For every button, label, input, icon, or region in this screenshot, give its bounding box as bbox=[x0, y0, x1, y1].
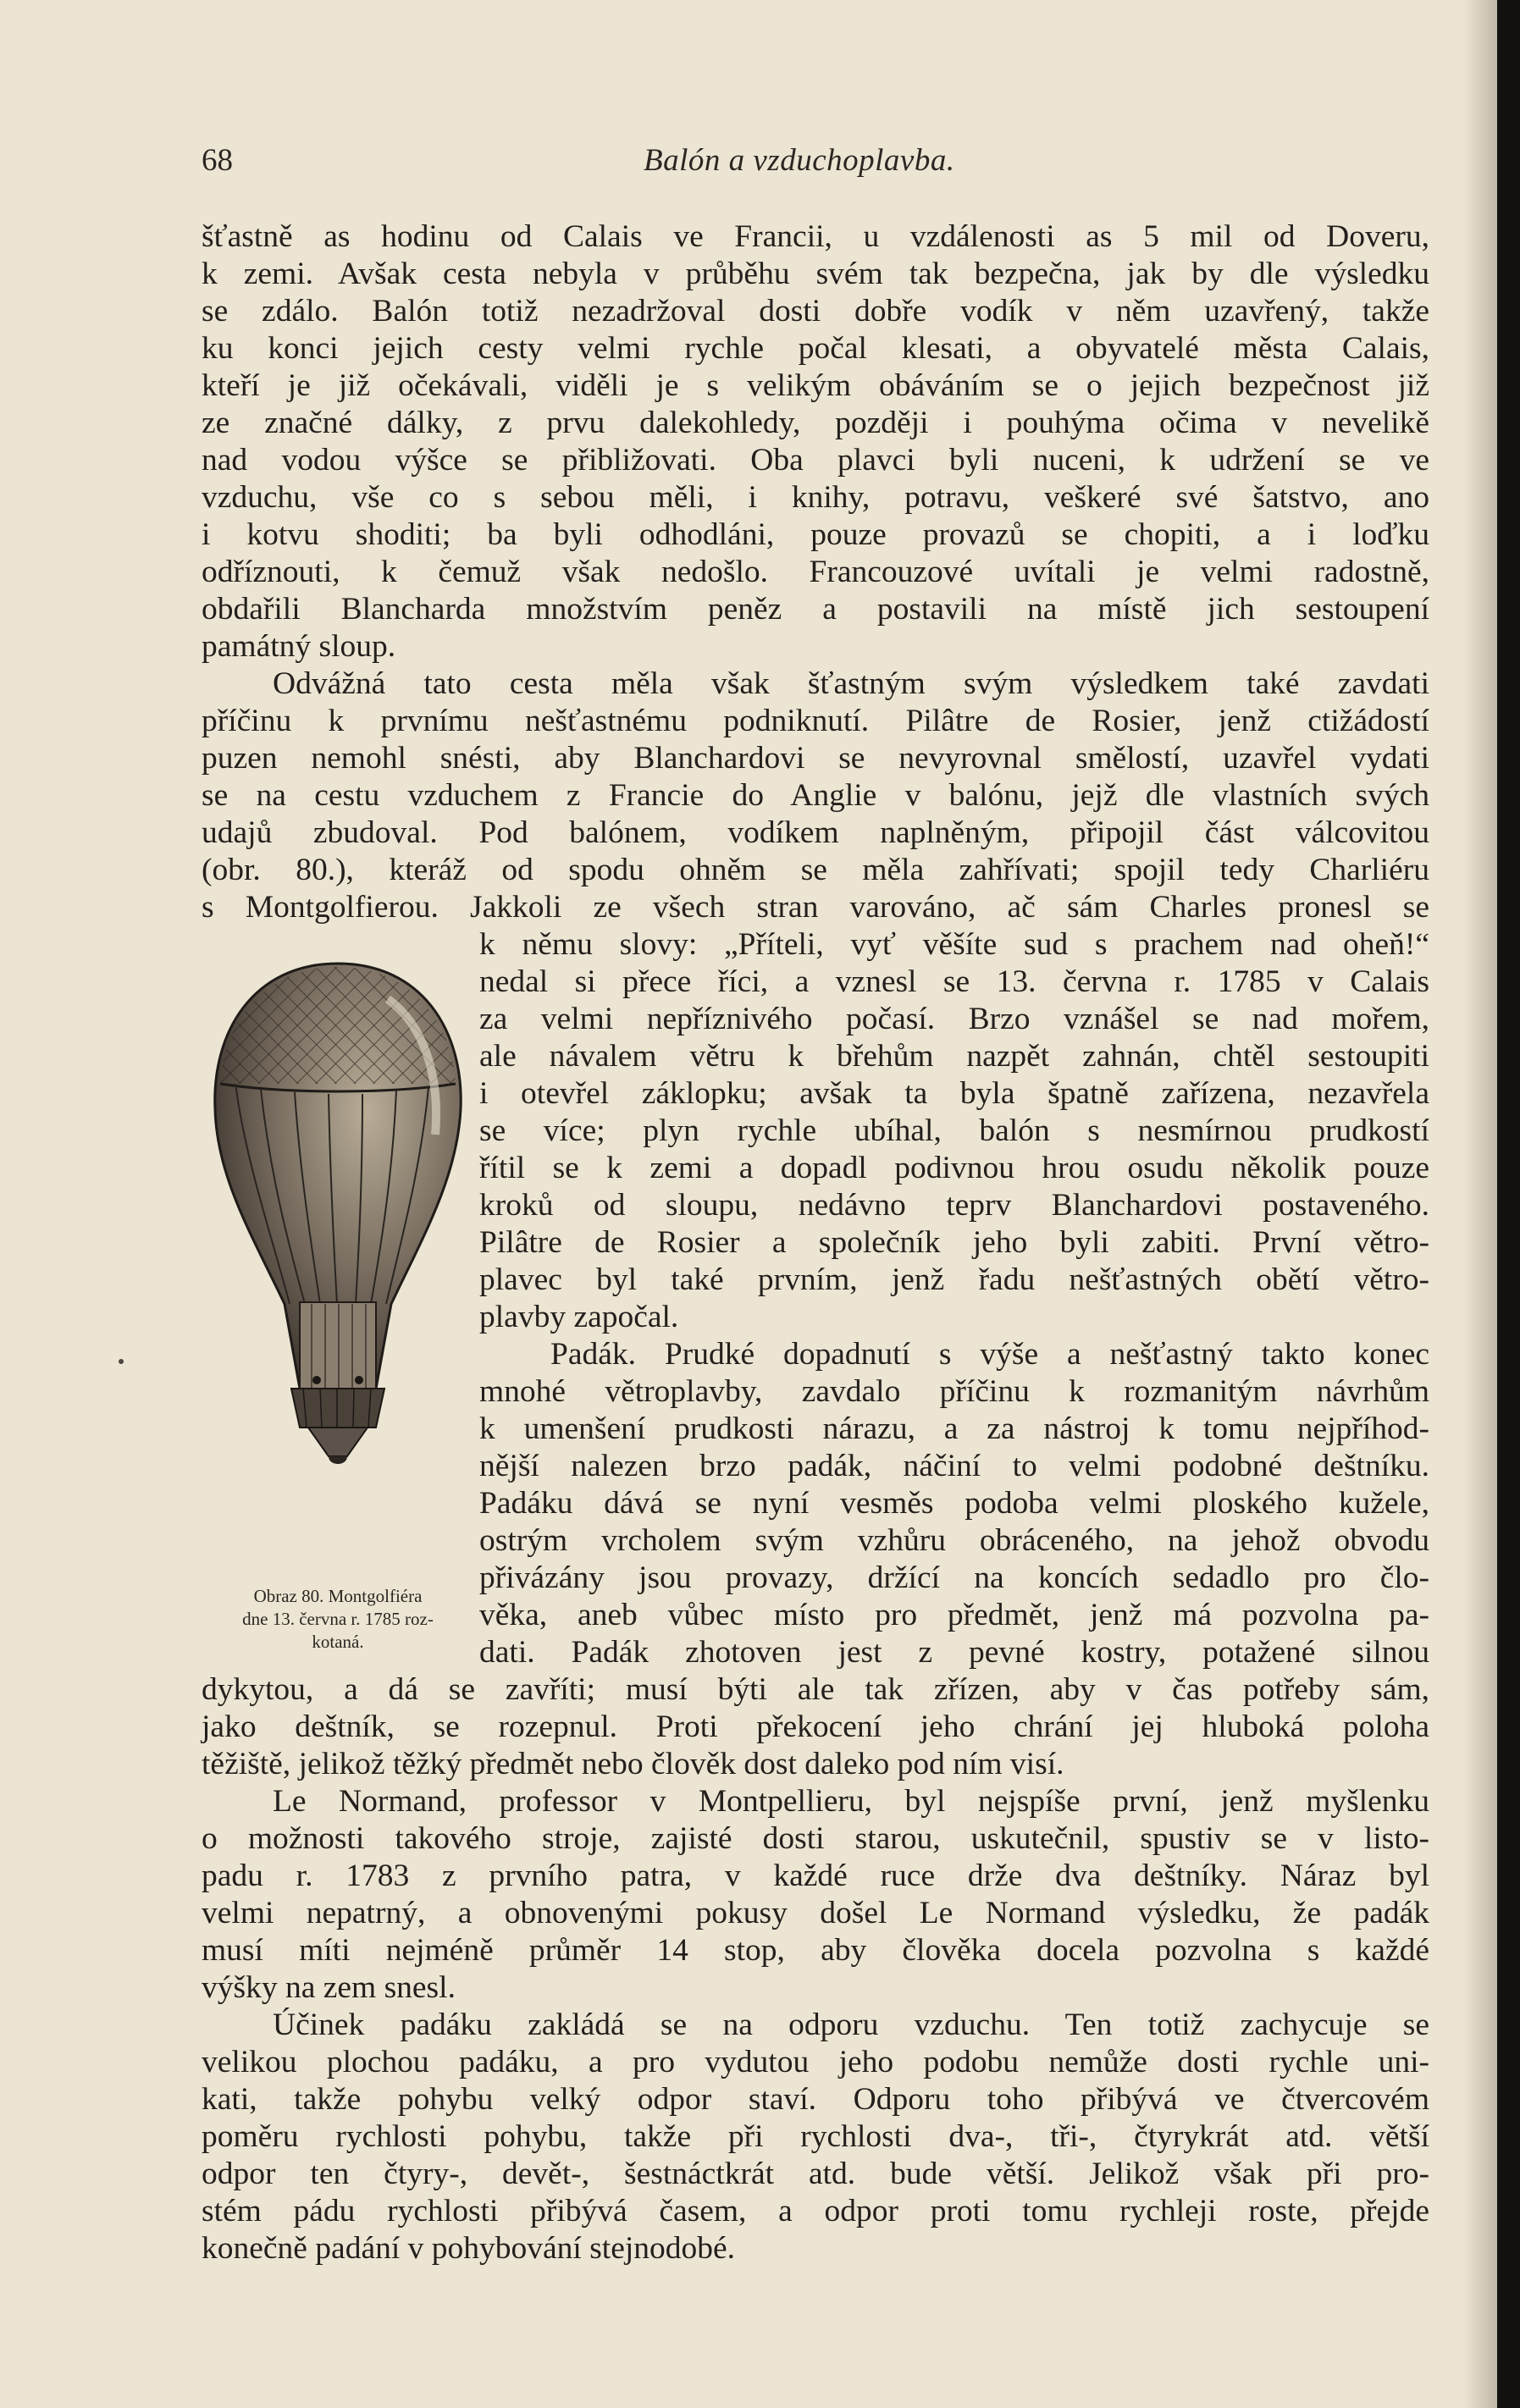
text-line: nější nalezen brzo padák, náčiní to velmi podobné deštníku. bbox=[479, 1449, 1429, 1483]
figure-caption-line: dne 13. června r. 1785 roz- bbox=[242, 1609, 434, 1629]
text-line: Účinek padáku zakládá se na odporu vzduchu. Ten totiž zachycuje se bbox=[273, 2008, 1429, 2042]
text-line: odříznouti, k čemuž však nedošlo. Francouzové uvítali je velmi radostně, bbox=[202, 555, 1429, 589]
text-line: odpor ten čtyry-, devět-, šestnáctkrát atd. bude větší. Jelikož však při pro- bbox=[202, 2157, 1429, 2191]
text-line: kteří je již očekávali, viděli je s velikým obáváním se o jejich bezpečnost již bbox=[202, 368, 1429, 403]
figure-caption-line: kotaná. bbox=[312, 1632, 364, 1652]
text-line: (obr. 80.), kteráž od spodu ohněm se měla zahřívati; spojil tedy Charliéru bbox=[202, 853, 1429, 887]
text-line: o možnosti takového stroje, zajisté dosti starou, uskutečnil, spustiv se v listo- bbox=[202, 1821, 1429, 1856]
text-line: památný sloup. bbox=[202, 629, 396, 664]
running-head: Balón a vzduchoplavba. bbox=[644, 143, 955, 178]
text-line: dykytou, a dá se zavříti; musí býti ale tak zřízen, aby v čas potřeby sám, bbox=[202, 1672, 1429, 1707]
page-number: 68 bbox=[202, 143, 233, 178]
text-line: kati, takže pohybu velký odpor staví. Odporu toho přibývá ve čtvercovém bbox=[202, 2082, 1429, 2117]
text-line: se více; plyn rychle ubíhal, balón s nesmírnou prudkostí bbox=[479, 1113, 1429, 1148]
text-line: za velmi nepříznivého počasí. Brzo vznášel se nad mořem, bbox=[479, 1002, 1429, 1036]
text-line: poměru rychlosti pohybu, takže při rychlosti dva-, tři-, čtyrykrát atd. větší bbox=[202, 2119, 1429, 2154]
text-line: nad vodou výšce se přibližovati. Oba plavci byli nuceni, k udržení se ve bbox=[202, 443, 1429, 478]
scan-background-edge bbox=[1497, 0, 1520, 2408]
montgolfiere-balloon-illustration bbox=[202, 948, 474, 1575]
text-line: se na cestu vzduchem z Francie do Anglie v balónu, jejž dle vlastních svých bbox=[202, 778, 1429, 813]
text-line: ale návalem větru k břehům nazpět zahnán, chtěl sestoupiti bbox=[479, 1039, 1429, 1074]
text-line: jako deštník, se rozepnul. Proti překocení jeho chrání jej hluboká poloha bbox=[202, 1709, 1429, 1744]
text-line: výšky na zem snesl. bbox=[202, 1970, 456, 2005]
text-line: ze značné dálky, z prvu dalekohledy, později i pouhýma očima v nevelikě bbox=[202, 406, 1429, 440]
text-line: plavec byl také prvním, jenž řadu nešťastných obětí větro- bbox=[479, 1262, 1429, 1297]
text-line: se zdálo. Balón totiž nezadržoval dosti dobře vodík v něm uzavřený, takže bbox=[202, 294, 1429, 329]
text-line: přivázány jsou provazy, držící na koncích sedadlo pro člo- bbox=[479, 1560, 1429, 1595]
text-line: s Montgolfierou. Jakkoli ze všech stran varováno, ač sám Charles pronesl se bbox=[202, 890, 1429, 925]
text-line: k zemi. Avšak cesta nebyla v průběhu svém tak bezpečna, jak by dle výsledku bbox=[202, 257, 1429, 291]
text-line: musí míti nejméně průměr 14 stop, aby člověka docela pozvolna s každé bbox=[202, 1933, 1429, 1968]
text-line: kroků od sloupu, nedávno teprv Blanchardovi postaveného. bbox=[479, 1188, 1429, 1223]
text-line: dati. Padák zhotoven jest z pevné kostry, potažené silnou bbox=[479, 1635, 1429, 1670]
text-line: velmi nepatrný, a obnovenými pokusy došel Le Normand výsledku, že padák bbox=[202, 1896, 1429, 1930]
text-line: Odvážná tato cesta měla však šťastným svým výsledkem také zavdati bbox=[273, 666, 1429, 701]
text-line: i kotvu shoditi; ba byli odhodláni, pouze provazů se chopiti, a i loďku bbox=[202, 517, 1429, 552]
figure-caption-line: Obraz 80. Montgolfiéra bbox=[253, 1586, 423, 1606]
text-line: těžiště, jelikož těžký předmět nebo člověk dost daleko pod ním visí. bbox=[202, 1747, 1064, 1781]
text-line: obdařili Blancharda množstvím peněz a postavili na místě jich sestoupení bbox=[202, 592, 1429, 627]
text-line: i otevřel záklopku; avšak ta byla špatně zařízena, nezavřela bbox=[479, 1076, 1429, 1111]
text-line: vzduchu, vše co s sebou měli, i knihy, potravu, veškeré své šatstvo, ano bbox=[202, 480, 1429, 515]
text-line: k umenšení prudkosti nárazu, a za nástroj k tomu nejpříhod- bbox=[479, 1411, 1429, 1446]
text-line: šťastně as hodinu od Calais ve Francii, u vzdálenosti as 5 mil od Doveru, bbox=[202, 219, 1429, 254]
text-line: Padáku dává se nyní vesměs podoba velmi ploského kužele, bbox=[479, 1486, 1429, 1521]
text-line: mnohé větroplavby, zavdalo příčinu k rozmanitým návrhům bbox=[479, 1374, 1429, 1409]
text-line: řítil se k zemi a dopadl podivnou hrou osudu několik pouze bbox=[479, 1151, 1429, 1185]
text-line: padu r. 1783 z prvního patra, v každé ruce drže dva deštníky. Náraz byl bbox=[202, 1858, 1429, 1893]
text-line: stém pádu rychlosti přibývá časem, a odpor proti tomu rychleji roste, přejde bbox=[202, 2194, 1429, 2229]
text-line: velikou plochou padáku, a pro vydutou jeho podobu nemůže dosti rychle uni- bbox=[202, 2045, 1429, 2079]
text-line: nedal si přece říci, a vznesl se 13. června r. 1785 v Calais bbox=[479, 964, 1429, 999]
text-line: Le Normand, professor v Montpellieru, byl nejspíše první, jenž myšlenku bbox=[273, 1784, 1429, 1819]
margin-speck bbox=[119, 1359, 124, 1364]
text-line: konečně padání v pohybování stejnodobé. bbox=[202, 2231, 736, 2266]
text-line: k němu slovy: „Příteli, vyť věšíte sud s prachem nad oheň!“ bbox=[479, 927, 1429, 962]
text-line: příčinu k prvnímu nešťastnému podniknutí. Pilâtre de Rosier, jenž ctižádostí bbox=[202, 704, 1429, 738]
text-line: Pilâtre de Rosier a společník jeho byli zabiti. První větro- bbox=[479, 1225, 1429, 1260]
page-gutter-shadow bbox=[1463, 0, 1497, 2408]
text-line: udajů zbudoval. Pod balónem, vodíkem naplněným, připojil část válcovitou bbox=[202, 815, 1429, 850]
text-line: puzen nemohl snésti, aby Blanchardovi se nevyrovnal smělostí, uzavřel vydati bbox=[202, 741, 1429, 776]
text-line: ostrým vrcholem svým vzhůru obráceného, na jehož obvodu bbox=[479, 1523, 1429, 1558]
text-line: věka, aneb vůbec místo pro předmět, jenž má pozvolna pa- bbox=[479, 1598, 1429, 1632]
text-line: plavby započal. bbox=[479, 1300, 679, 1334]
text-line: ku konci jejich cesty velmi rychle počal klesati, a obyvatelé města Calais, bbox=[202, 331, 1429, 366]
text-line: Padák. Prudké dopadnutí s výše a nešťastný takto konec bbox=[550, 1337, 1429, 1372]
